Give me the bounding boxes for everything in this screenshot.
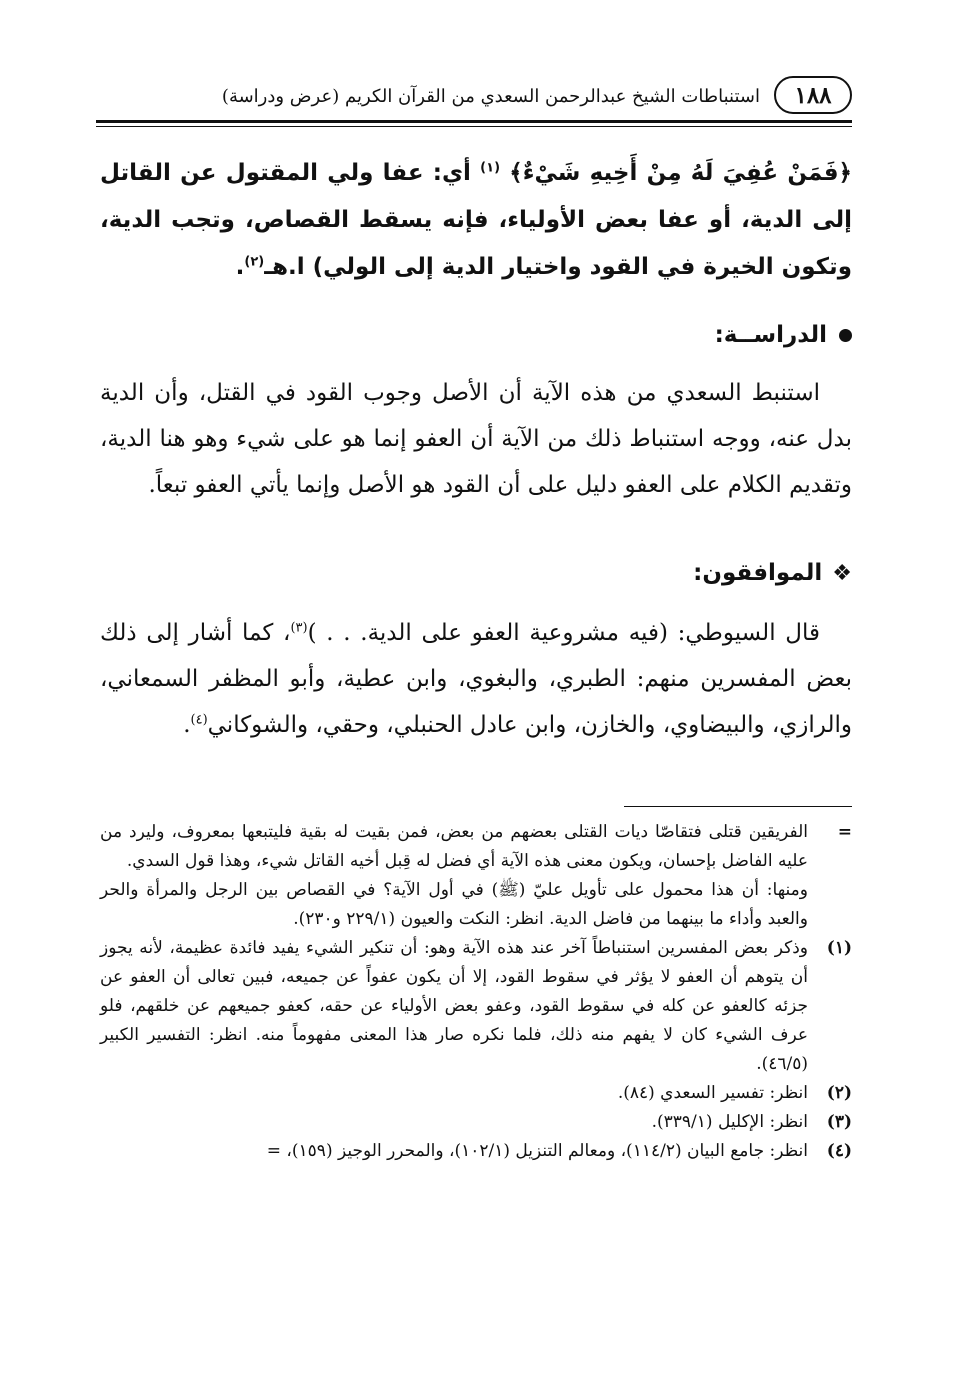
footnote-item [100, 1137, 852, 1166]
footnote-text: ومنها: أن هذا محمول على تأويل عليّ (ﷺ) في أول الآية؟ في القصاص بين الرجل والمرأة والحر والعبد وأداء ما بينهما من فاضل الدية. انظر: النكت والعيون (٢٢٩/١ و٢٣٠). [100, 880, 808, 929]
footnote-mark: (٤) [826, 1141, 852, 1161]
footnote-item [100, 1108, 852, 1137]
page-header [96, 68, 852, 120]
footnote-separator [624, 806, 852, 807]
study-paragraph: استنبط السعدي من هذه الآية أن الأصل وجوب القود في القتل، وأن الدية بدل عنه، ووجه استنباط ذلك من الآية أن العفو إنما هو على شيء وهو هنا الدية، وتقديم الكلام على العفو دليل على أن القود هو الأصل وإنما يأتي العفو تبعاً. [100, 380, 852, 498]
intro-text: أي: عفا ولي المقتول عن القاتل إلى الدية، أو عفا بعض الأولياء، فإنه يسقط القصاص، وتجب الدية، وتكون الخيرة في القود واختيار الدية إلى الولي) ا.هـ [100, 160, 852, 280]
section-heading-study [715, 322, 852, 348]
footnote-continuation-2 [100, 876, 852, 934]
agreeing-end: . [183, 712, 191, 738]
agreeing-text-a: قال السيوطي: (فيه مشروعية العفو على الدية. . . ) [307, 620, 820, 646]
footnote-text: انظر: الإكليل (٣٣٩/١). [651, 1112, 808, 1132]
study-heading-label: الدراســة: [714, 322, 827, 348]
running-title: استنباطات الشيخ عبدالرحمن السعدي من القرآن الكريم (عرض ودراسة) [221, 86, 760, 107]
footnote-continuation [100, 818, 852, 876]
header-rule-thin [96, 126, 852, 127]
intro-paragraph [100, 150, 852, 291]
footnote-mark: = [837, 822, 852, 842]
agreeing-text-b: ، كما أشار إلى ذلك بعض المفسرين منهم: الطبري، والبغوي، وابن عطية، وأبو المظفر السمعاني، والرازي، والبيضاوي، والخازن، وابن عادل الحنبلي، وحقي، والشوكاني [100, 620, 852, 738]
header-rule-thick [96, 120, 852, 123]
footnote-ref: (٤) [190, 712, 208, 728]
footnote-mark: (٣) [826, 1112, 852, 1132]
footnote-mark: (١) [826, 938, 852, 958]
footnotes [100, 818, 852, 1166]
footnote-mark: (٢) [826, 1083, 852, 1103]
footnote-text: انظر: جامع البيان (١١٤/٢)، ومعالم التنزيل (١٠٢/١)، والمحرر الوجيز (١٥٩)، = [266, 1141, 808, 1161]
quran-verse: ﴿فَمَنْ عُفِيَ لَهُ مِنْ أَخِيهِ شَيْءٌ﴾ [509, 160, 852, 186]
footnote-text: انظر: تفسير السعدي (٨٤). [617, 1083, 808, 1103]
section-heading-agreeing [693, 560, 852, 586]
page-number: ١٨٨ [774, 76, 852, 114]
footnote-text: وذكر بعض المفسرين استنباطاً آخر عند هذه الآية وهو: أن تنكير الشيء يفيد فائدة عظيمة، لأنه يجوز أن يتوهم أن العفو لا يؤثر في سقوط القود، إلا أن يكون عفواً عن جميعه، فبين تعالى أن العفو عن جزئه كالعفو عن كله في سقوط القود، وعفو بعض الأولياء عن حقه، كعفو جميعهم عن خلقهم، فلو عرف الشيء كان لا يفهم منه ذلك، فلما نكره صار هذا المعنى مفهوماً منه. انظر: التفسير الكبير (٤٦/٥). [100, 938, 808, 1074]
bullet-icon [839, 329, 852, 342]
footnote-ref: (٢) [244, 254, 265, 270]
diamond-ornament-icon: ❖ [832, 561, 852, 586]
footnote-text: الفريقين قتلى فتقاصّا ديات القتلى بعضهم من بعض، فمن بقيت له بقية فليتبعها بمعروف، وليرد من عليه الفاضل بإحسان، ويكون معنى هذه الآية أي فضل له قِبل أخيه القاتل شيء، وهذا قول السدي. [100, 822, 808, 871]
agreeing-heading-label: الموافقون: [693, 560, 823, 586]
intro-end: . [235, 254, 245, 280]
footnote-ref: (٣) [290, 620, 308, 636]
footnote-item [100, 1079, 852, 1108]
footnote-item [100, 934, 852, 1079]
agreeing-paragraph [100, 610, 852, 748]
footnote-ref: (١) [480, 160, 501, 176]
